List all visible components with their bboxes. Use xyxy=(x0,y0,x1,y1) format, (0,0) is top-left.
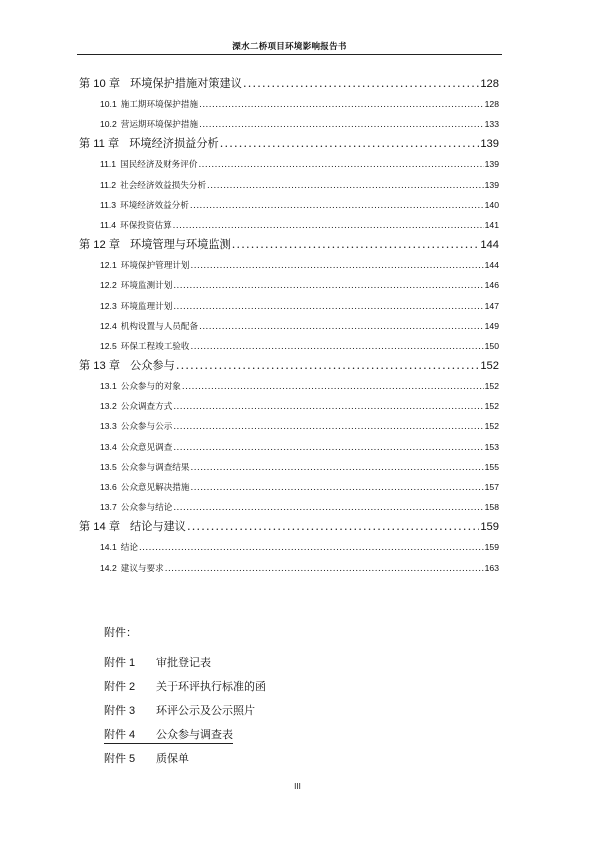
toc-entry-number: 13.4 xyxy=(100,441,117,452)
toc-section-row[interactable] xyxy=(79,437,499,457)
toc-section-row[interactable] xyxy=(79,416,499,436)
toc-entry-number: 11.3 xyxy=(100,199,117,210)
toc-section-row[interactable] xyxy=(79,336,499,356)
toc-entry-number: 14.1 xyxy=(100,542,117,553)
toc-entry-number: 第 12 章 xyxy=(79,239,121,252)
toc-entry-title: 国民经济及财务评价 xyxy=(120,160,198,171)
attachment-title: 审批登记表 xyxy=(156,656,211,669)
toc-entry-number: 11.4 xyxy=(100,219,117,230)
toc-entry-title: 环境保护措施对策建议 xyxy=(130,77,242,90)
toc-entry-page: 147 xyxy=(484,300,499,311)
toc-section-row[interactable] xyxy=(79,477,499,497)
toc-entry-number: 13.3 xyxy=(100,421,117,432)
toc-entry-number: 14.2 xyxy=(100,562,117,573)
attachment-number: 附件 1 xyxy=(104,657,136,669)
toc-dot-leader xyxy=(173,417,483,437)
toc-entry-title: 公众意见解决措施 xyxy=(120,483,190,493)
toc-entry-title: 环境保护管理计划 xyxy=(120,261,190,272)
toc-entry-title: 结论与建议 xyxy=(130,520,186,534)
attachment-item xyxy=(104,702,255,718)
toc-entry-page: 163 xyxy=(484,562,499,573)
toc-entry-title: 环境管理与环境监测 xyxy=(130,238,231,252)
toc-dot-leader xyxy=(173,216,484,236)
toc-dot-leader xyxy=(165,559,484,579)
toc-dot-leader xyxy=(191,337,484,357)
toc-entry-number: 第 10 章 xyxy=(79,78,121,90)
toc-chapter-row[interactable] xyxy=(79,517,499,537)
toc-dot-leader xyxy=(139,538,484,558)
toc-entry-page: 152 xyxy=(480,360,499,373)
toc-entry-title: 环境监理计划 xyxy=(120,301,173,312)
toc-dot-leader xyxy=(207,176,484,196)
toc-entry-title: 环保工程竣工验收 xyxy=(120,341,190,352)
attachment-item xyxy=(104,726,233,744)
page-number: III xyxy=(294,782,301,791)
toc-entry-page: 155 xyxy=(484,461,499,472)
toc-entry-number: 第 13 章 xyxy=(79,360,121,373)
toc-entry-number: 12.5 xyxy=(100,340,117,351)
toc-entry-number: 12.4 xyxy=(100,320,117,331)
toc-entry-title: 公众参与调查结果 xyxy=(120,462,190,473)
toc-entry-number: 12.1 xyxy=(100,260,117,271)
toc-entry-page: 139 xyxy=(480,138,499,151)
toc-entry-page: 133 xyxy=(484,119,499,130)
toc-section-row[interactable] xyxy=(79,215,499,235)
toc-entry-title: 环境经济损益分析 xyxy=(129,137,219,151)
toc-dot-leader xyxy=(182,377,484,397)
toc-section-row[interactable] xyxy=(79,497,499,517)
toc-section-row[interactable] xyxy=(79,114,499,134)
toc-entry-title: 施工期环境保护措施 xyxy=(120,100,199,110)
toc-dot-leader xyxy=(243,74,479,94)
toc-entry-page: 141 xyxy=(484,219,499,230)
toc-section-row[interactable] xyxy=(79,175,499,195)
toc-entry-number: 11.1 xyxy=(100,159,117,170)
attachment-title: 质保单 xyxy=(156,752,189,765)
attachment-item xyxy=(104,750,189,766)
toc-section-row[interactable] xyxy=(79,316,499,336)
toc-entry-number: 13.7 xyxy=(100,502,117,513)
toc-entry-title: 公众意见调查 xyxy=(120,442,173,453)
toc-entry-title: 社会经济效益损失分析 xyxy=(120,180,207,191)
toc-entry-title: 环境监测计划 xyxy=(120,281,173,292)
toc-section-row[interactable] xyxy=(79,154,499,174)
toc-dot-leader xyxy=(173,397,483,417)
toc-entry-number: 10.2 xyxy=(100,119,117,130)
toc-dot-leader xyxy=(190,196,484,216)
toc-chapter-row[interactable] xyxy=(79,134,499,154)
toc-entry-page: 144 xyxy=(484,260,499,271)
attachment-title: 关于环评执行标准的函 xyxy=(156,680,266,693)
attachment-item xyxy=(104,654,211,670)
toc-entry-number: 13.5 xyxy=(100,461,117,472)
toc-dot-leader xyxy=(232,235,480,255)
toc-dot-leader xyxy=(191,478,484,498)
toc-section-row[interactable] xyxy=(79,396,499,416)
toc-entry-page: 152 xyxy=(484,381,499,392)
toc-entry-title: 环保投资估算 xyxy=(120,220,172,231)
toc-entry-page: 140 xyxy=(484,199,499,210)
toc-section-row[interactable] xyxy=(79,376,499,396)
toc-entry-page: 149 xyxy=(484,320,499,331)
toc-dot-leader xyxy=(199,317,484,337)
toc-entry-title: 建议与要求 xyxy=(120,563,164,574)
toc-entry-page: 152 xyxy=(484,421,499,432)
toc-section-row[interactable] xyxy=(79,537,499,557)
toc-dot-leader xyxy=(191,458,484,478)
toc-entry-number: 12.2 xyxy=(100,280,117,291)
toc-dot-leader xyxy=(173,498,483,518)
toc-dot-leader xyxy=(199,115,484,135)
attachment-number: 附件 2 xyxy=(104,681,136,693)
toc-entry-title: 环境经济效益分析 xyxy=(120,200,189,211)
toc-entry-page: 157 xyxy=(484,482,499,492)
toc-entry-title: 结论 xyxy=(120,543,138,554)
toc-entry-title: 公众参与的对象 xyxy=(120,382,181,393)
toc-section-row[interactable] xyxy=(79,275,499,295)
toc-entry-title: 机构设置与人员配备 xyxy=(120,321,199,332)
toc-entry-page: 159 xyxy=(480,521,499,534)
toc-entry-number: 10.1 xyxy=(100,99,117,109)
toc-section-row[interactable] xyxy=(79,195,499,215)
toc-dot-leader xyxy=(173,438,483,458)
toc-chapter-row[interactable] xyxy=(79,74,499,94)
toc-entry-title: 公众调查方式 xyxy=(120,402,173,413)
table-of-contents xyxy=(79,74,499,578)
header-rule xyxy=(77,54,502,55)
toc-dot-leader xyxy=(220,134,480,154)
toc-entry-number: 12.3 xyxy=(100,300,117,311)
toc-section-row[interactable] xyxy=(79,255,499,275)
toc-chapter-row[interactable] xyxy=(79,235,499,255)
attachment-item xyxy=(104,678,266,694)
toc-entry-number: 13.2 xyxy=(100,401,117,412)
running-header: 溧水二桥项目环境影响报告书 xyxy=(232,42,347,52)
toc-entry-page: 159 xyxy=(484,542,499,553)
toc-entry-number: 11.2 xyxy=(100,179,117,190)
toc-entry-page: 153 xyxy=(484,441,499,452)
toc-entry-page: 146 xyxy=(484,280,499,291)
toc-entry-number: 第 11 章 xyxy=(79,138,120,151)
toc-entry-title: 公众参与结论 xyxy=(120,503,173,514)
toc-dot-leader xyxy=(173,297,483,317)
toc-entry-page: 158 xyxy=(484,502,499,513)
toc-dot-leader xyxy=(187,517,479,537)
toc-entry-number: 13.6 xyxy=(100,482,117,492)
toc-entry-page: 139 xyxy=(484,159,499,170)
toc-dot-leader xyxy=(198,155,483,175)
attachment-number: 附件 5 xyxy=(104,753,136,765)
toc-entry-title: 公众参与 xyxy=(130,359,175,373)
toc-entry-page: 152 xyxy=(484,401,499,412)
toc-entry-page: 144 xyxy=(480,239,499,252)
toc-entry-number: 13.1 xyxy=(100,381,117,392)
attachment-title: 公众参与调查表 xyxy=(156,728,233,741)
toc-entry-page: 128 xyxy=(480,78,499,90)
toc-entry-page: 139 xyxy=(484,179,499,190)
attachment-title: 环评公示及公示照片 xyxy=(156,704,255,717)
toc-dot-leader xyxy=(173,276,483,296)
toc-dot-leader xyxy=(176,356,480,376)
attachment-number: 附件 3 xyxy=(104,705,136,717)
toc-dot-leader xyxy=(199,95,484,115)
attachments-title: 附件： xyxy=(104,626,137,639)
toc-section-row[interactable] xyxy=(79,457,499,477)
toc-section-row[interactable] xyxy=(79,94,499,114)
attachment-number: 附件 4 xyxy=(104,729,136,741)
toc-entry-title: 营运期环境保护措施 xyxy=(120,120,199,131)
toc-entry-page: 150 xyxy=(484,340,499,351)
toc-dot-leader xyxy=(191,256,484,276)
toc-chapter-row[interactable] xyxy=(79,356,499,376)
toc-section-row[interactable] xyxy=(79,558,499,578)
toc-entry-page: 128 xyxy=(484,99,499,109)
toc-section-row[interactable] xyxy=(79,296,499,316)
toc-entry-number: 第 14 章 xyxy=(79,521,121,534)
toc-entry-title: 公众参与公示 xyxy=(120,422,173,433)
